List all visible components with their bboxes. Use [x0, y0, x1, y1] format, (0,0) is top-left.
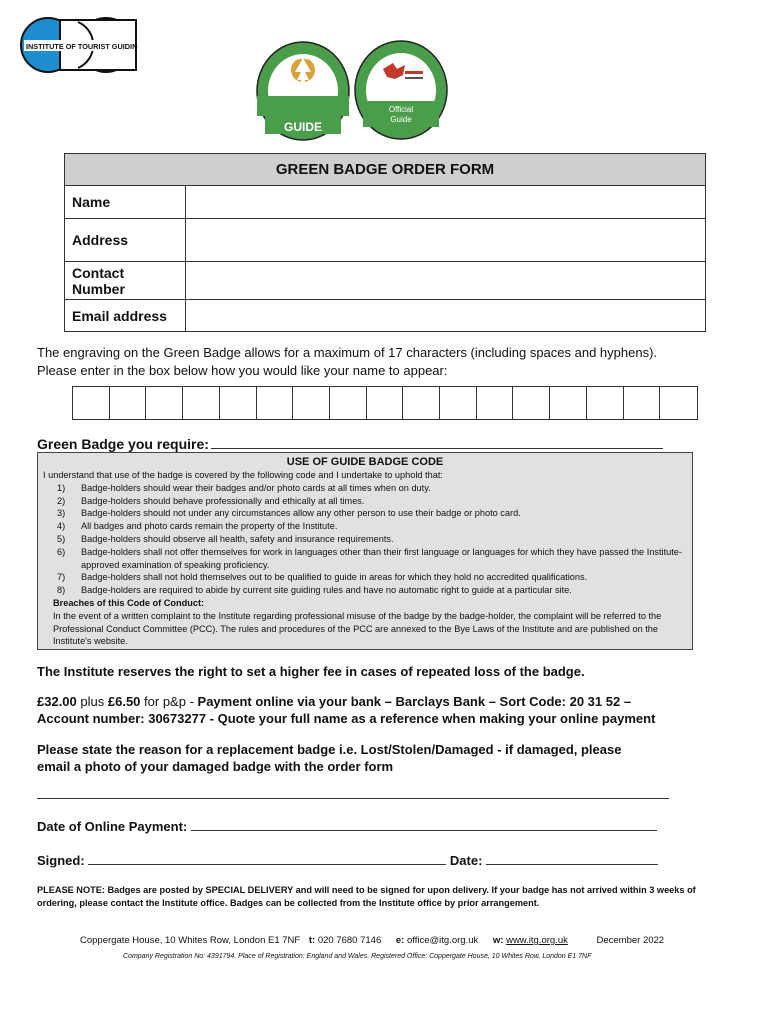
code-rule-text: Badge-holders should behave professionally and ethically at all times. — [81, 495, 365, 506]
breach-title: Breaches of this Code of Conduct: — [53, 597, 205, 608]
signature-row — [37, 852, 737, 869]
code-rule — [43, 520, 687, 533]
footer-email[interactable]: office@itg.org.uk — [406, 935, 479, 946]
name-char-box[interactable] — [587, 387, 624, 419]
price-plus: plus — [80, 694, 105, 709]
code-rule-number: 7) — [57, 572, 66, 583]
name-char-box[interactable] — [660, 387, 697, 419]
signature-input[interactable] — [88, 853, 446, 865]
price: £32.00 — [37, 694, 77, 709]
code-rule-text: Badge-holders shall not offer themselves for work in languages other than their first language or languages for which they have passed the Institute-approved examination of speaking proficiency. — [81, 546, 682, 570]
code-rule-number: 2) — [57, 495, 66, 506]
contact-number-label: Contact Number — [65, 262, 186, 300]
code-title: USE OF GUIDE BADGE CODE — [286, 456, 444, 468]
code-rule — [43, 507, 687, 520]
reason-line-1: Please state the reason for a replacement badge i.e. Lost/Stolen/Damaged - if damaged, please — [37, 742, 622, 757]
badge-official-label: Official — [388, 105, 414, 114]
code-rule-text: Badge-holders should observe all health, safety and insurance requirements. — [81, 533, 394, 544]
badge-guide-label: GUIDE — [283, 120, 323, 134]
code-rule-text: Badge-holders should not under any circumstances allow any other person to use their badge or photo card. — [81, 508, 521, 519]
footer-phone: 020 7680 7146 — [317, 935, 382, 946]
code-rule-text: All badges and photo cards remain the property of the Institute. — [81, 521, 338, 532]
name-char-box[interactable] — [293, 387, 330, 419]
code-rule-text: Badge-holders should wear their badges and/or photo cards at all times when on duty. — [81, 482, 431, 493]
name-char-box[interactable] — [73, 387, 110, 419]
green-badge-guide-emblem — [255, 40, 351, 142]
guide-badge-code-box — [37, 452, 693, 650]
name-char-box[interactable] — [367, 387, 404, 419]
email-field[interactable] — [186, 300, 706, 332]
date-payment-label: Date of Online Payment: — [37, 819, 188, 834]
name-char-box[interactable] — [477, 387, 514, 419]
footer-address: Coppergate House, 10 Whites Row, London E1 7NF — [80, 935, 301, 946]
name-engraving-grid — [72, 386, 698, 420]
order-form-table — [64, 153, 706, 332]
reserve-notice: The Institute reserves the right to set a higher fee in cases of repeated loss of the badge. — [37, 664, 585, 679]
footer-date: December 2022 — [596, 935, 665, 946]
name-field[interactable] — [186, 186, 706, 219]
delivery-note: PLEASE NOTE: Badges are posted by SPECIAL DELIVERY and will need to be signed for upon delivery. If your badge has not arrived within 3 weeks of ordering, please contact the Institute office. Badges can be collected from the Institute office by prior arrangement. — [37, 885, 696, 908]
code-rule — [43, 571, 687, 584]
code-rule-number: 5) — [57, 533, 66, 544]
name-char-box[interactable] — [110, 387, 147, 419]
contact-number-field[interactable] — [186, 262, 706, 300]
logo-text: INSTITUTE OF TOURIST GUIDING — [26, 42, 138, 51]
code-rule — [43, 533, 687, 546]
date-label: Date: — [449, 853, 483, 868]
name-label: Name — [65, 186, 186, 219]
code-rule-number: 4) — [57, 521, 66, 532]
name-char-box[interactable] — [183, 387, 220, 419]
name-char-box[interactable] — [403, 387, 440, 419]
replacement-reason — [37, 741, 737, 775]
footer-website-link[interactable]: www.itg.org.uk — [506, 935, 568, 946]
address-label: Address — [65, 219, 186, 262]
signed-label: Signed: — [37, 853, 85, 868]
name-char-box[interactable] — [257, 387, 294, 419]
code-rule — [43, 584, 687, 597]
pp-price: £6.50 — [107, 694, 141, 709]
footer-t-label: t: — [308, 935, 316, 946]
name-char-box[interactable] — [624, 387, 661, 419]
code-rule-text: Badge-holders shall not hold themselves out to be qualified to guide in areas for which they hold no accredited qualifications. — [81, 572, 588, 583]
code-rule-number: 6) — [57, 546, 66, 557]
badge-require-label: Green Badge you require: — [37, 436, 209, 452]
date-payment-input[interactable] — [191, 819, 657, 831]
name-char-box[interactable] — [550, 387, 587, 419]
code-rules-list — [43, 482, 687, 597]
breach-text: In the event of a written complaint to the Institute regarding professional misuse of the badge by the badge-holder, the complaint will be referred to the Professional Conduct Committee (PCC). The rules and procedures of the PCC are annexed to the Bye Laws of the Institute and are published on the Institute's website. — [53, 610, 662, 647]
code-rule — [43, 482, 687, 495]
email-label: Email address — [65, 300, 186, 332]
footer-e-label: e: — [395, 935, 405, 946]
code-rule — [43, 495, 687, 508]
badge-require-row — [37, 436, 687, 452]
code-rule — [43, 546, 687, 572]
payment-info — [37, 693, 737, 727]
footer-contact — [80, 935, 700, 946]
form-title: GREEN BADGE ORDER FORM — [65, 154, 706, 186]
address-field[interactable] — [186, 219, 706, 262]
code-rule-number: 8) — [57, 585, 66, 596]
footer-w-label: w: — [492, 935, 504, 946]
name-char-box[interactable] — [220, 387, 257, 419]
code-rule-number: 3) — [57, 508, 66, 519]
engraving-line-2: Please enter in the box below how you would like your name to appear: — [37, 363, 448, 378]
itg-logo — [20, 16, 138, 74]
name-char-box[interactable] — [440, 387, 477, 419]
name-char-box[interactable] — [146, 387, 183, 419]
date-input[interactable] — [486, 853, 658, 865]
engraving-instructions — [37, 344, 737, 380]
badge-require-input[interactable] — [211, 437, 663, 449]
date-payment-row — [37, 818, 737, 835]
official-guide-emblem — [353, 39, 449, 141]
code-intro: I understand that use of the badge is covered by the following code and I undertake to uphold that: — [43, 470, 443, 480]
engraving-line-1: The engraving on the Green Badge allows for a maximum of 17 characters (including spaces and hyphens). — [37, 345, 658, 360]
company-registration: Company Registration No: 4391794. Place of Registration: England and Wales. Registered Office: Coppergate House, 10 Whites Row, London E1 7NF — [123, 953, 592, 960]
reason-input-line[interactable] — [37, 786, 737, 803]
code-rule-number: 1) — [57, 482, 66, 493]
badge-official-guide-label: Guide — [390, 115, 412, 124]
payment-bank-details: Payment online via your bank – Barclays Bank – Sort Code: 20 31 52 – — [197, 694, 632, 709]
payment-account-line: Account number: 30673277 - Quote your full name as a reference when making your online payment — [37, 711, 656, 726]
code-rule-text: Badge-holders are required to abide by current site guiding rules and have no automatic right to guide at a particular site. — [81, 585, 572, 596]
for-pp: for p&p - — [144, 694, 194, 709]
name-char-box[interactable] — [513, 387, 550, 419]
reason-line-2: email a photo of your damaged badge with the order form — [37, 759, 394, 774]
name-char-box[interactable] — [330, 387, 367, 419]
